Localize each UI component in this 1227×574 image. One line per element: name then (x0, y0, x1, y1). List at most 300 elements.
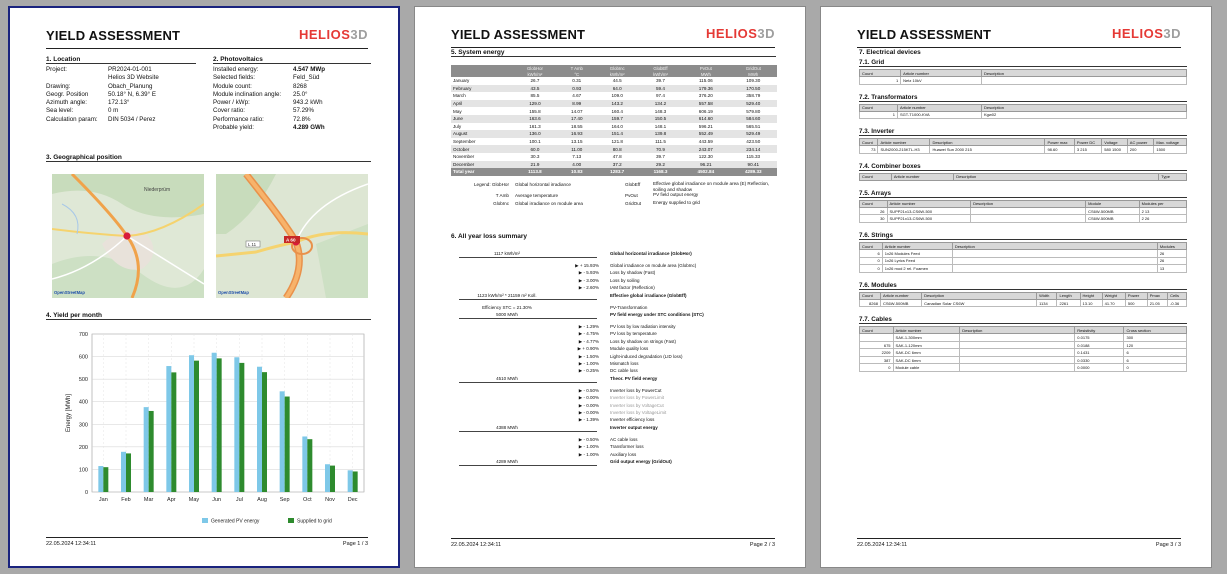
location-value: PR2024-01-001 (108, 66, 152, 73)
device-column-header: Article number (887, 200, 971, 207)
device-column-header: Count (860, 104, 898, 111)
location-value: 50.18° N, 6.39° E (108, 90, 156, 98)
device-cell: SAK-1-120mm (893, 341, 960, 349)
loss-label: Inverter loss by PowerCut (610, 387, 662, 393)
location-fields (46, 66, 159, 124)
device-cell: SAK-DC 6mm (893, 349, 960, 357)
y-tick-label: 100 (78, 467, 88, 474)
table-cell: November (453, 154, 475, 160)
table-row (451, 153, 777, 161)
table-cell: 151.4 (596, 130, 639, 138)
table-row (451, 161, 777, 169)
loss-percent: ▶ - 1.00% (578, 451, 599, 457)
loss-item (455, 437, 785, 444)
loss-percent: ▶ + 0.90% (577, 346, 599, 352)
device-table-header (860, 200, 1187, 207)
loss-item (455, 368, 785, 375)
page-header (857, 25, 1181, 48)
loss-percent: ▶ - 0.00% (578, 410, 599, 415)
device-table-header (860, 173, 1187, 180)
table-cell: 90.41 (730, 161, 777, 169)
loss-item (455, 403, 785, 410)
device-cell: 0.0175 (1075, 334, 1124, 342)
device-cell: 1134 (1037, 299, 1057, 307)
pv-key: Power / kWp: (213, 99, 250, 107)
column-header: GridOut (730, 65, 777, 71)
device-cell: SUN2000-215KTL-H3 (878, 146, 930, 154)
device-cell: 30 (860, 215, 888, 223)
table-cell: 159.7 (596, 115, 639, 123)
device-column-header: Count (860, 139, 878, 146)
loss-percent: ▶ - 2.60% (578, 285, 599, 291)
system-energy-heading: 5. System energy (451, 49, 776, 57)
yield-per-month-chart (46, 324, 376, 530)
loss-label: Inverter loss by VoltageCut (610, 402, 664, 408)
loss-item (455, 444, 785, 451)
footer-page-number: Page 1 / 3 (342, 541, 368, 547)
device-cell: 2261 (1057, 299, 1080, 307)
legend-desc: Effective global irradiance on module area (E) Reflection, soiling and shadow (653, 181, 770, 192)
table-cell: 136.0 (512, 130, 558, 138)
device-cell: SUPP21x13-CS6W-500 (887, 215, 971, 223)
pv-value: 57.29% (293, 107, 314, 115)
helios-logo (706, 26, 775, 41)
bar-generated-apr (166, 366, 171, 492)
device-row (860, 334, 1187, 342)
legend-label-generated: Generated PV energy (211, 518, 260, 525)
bar-supplied-jan (103, 467, 108, 492)
loss-item (455, 395, 785, 402)
loss-label: Auxiliary loss (610, 451, 637, 457)
loss-item (455, 312, 785, 319)
table-cell: 4.67 (572, 93, 582, 99)
device-cell: 500 (1125, 299, 1147, 307)
table-cell: 529.40 (730, 100, 777, 108)
bar-generated-may (189, 355, 194, 492)
loss-label: Loss by shadow on strings (Fast) (610, 338, 677, 344)
device-row (860, 265, 1187, 273)
device-cell: 6 (860, 250, 883, 258)
device-column-header: Description (971, 200, 1086, 207)
table-row (451, 115, 777, 123)
column-header: GlobInc (596, 65, 639, 71)
loss-value: 4388 MWh (496, 424, 518, 430)
x-tick-label: Apr (167, 497, 176, 503)
bar-generated-jul (234, 357, 239, 492)
loss-value: Efficiency STC = 21.30% (482, 304, 532, 310)
loss-value: 4289 MWh (496, 459, 518, 464)
loss-percent: ▶ - 5.93% (578, 270, 599, 276)
loss-value: 4510 MWh (496, 375, 518, 381)
loss-divider (459, 431, 597, 432)
loss-label: DC cable loss (610, 368, 638, 374)
device-column-header: Count (860, 243, 883, 250)
table-cell: 584.60 (730, 115, 777, 123)
pv-row (213, 74, 325, 82)
device-column-header: Count (860, 327, 894, 334)
device-column-header: Modules (1157, 243, 1186, 250)
loss-percent: ▶ - 1.50% (578, 353, 599, 359)
legend-desc: Average temperature (515, 193, 559, 198)
legend-key: T Amb (495, 193, 509, 198)
device-row (860, 207, 1187, 215)
loss-item (455, 324, 785, 331)
device-column-header: Count (860, 70, 901, 77)
loss-label: Inverter output energy (610, 424, 658, 430)
device-column-header: AC power (1127, 139, 1154, 146)
legend-key: Legend: GlobHor (474, 182, 509, 187)
table-cell: 26.7 (530, 78, 540, 84)
table-cell: 115.06 (698, 78, 713, 84)
loss-label: PV loss by low radiation intensity (610, 324, 676, 329)
location-row (46, 116, 159, 124)
table-cell: 4502.84 (682, 168, 729, 176)
column-header: GlobHor (512, 65, 558, 71)
table-cell: 122.30 (698, 154, 713, 160)
device-cell: 0 (860, 265, 883, 273)
device-cell (960, 364, 1075, 372)
table-cell: August (451, 130, 512, 138)
road-label: L 11 (248, 242, 257, 247)
legend-swatch-supplied (288, 518, 294, 523)
y-tick-label: 0 (84, 490, 88, 496)
device-column-header: Count (860, 292, 881, 299)
bar-supplied-aug (262, 372, 267, 492)
loss-label: Global horizontal irradiance (GlobHor) (610, 251, 692, 256)
table-cell: 8.99 (558, 100, 596, 108)
device-column-header: Description (982, 70, 1187, 77)
table-cell: 18.55 (571, 123, 583, 129)
location-value: 172.13° (108, 99, 130, 107)
column-header: MWh (730, 71, 777, 77)
device-section-heading: 7.3. Inverter (859, 128, 1187, 136)
device-column-header: Description (930, 139, 1045, 146)
loss-value: 1117 kWh/m² (493, 251, 521, 256)
legend-key: GlobEff (625, 182, 641, 187)
device-cell (952, 250, 1157, 258)
device-table (859, 292, 1187, 308)
table-cell: 557.58 (682, 100, 729, 108)
device-cell (952, 257, 1157, 265)
location-marker (123, 232, 130, 239)
device-cell: 675 (860, 341, 894, 349)
logo-main: HELIOS (705, 26, 758, 41)
loss-label: Theor. PV field energy (610, 375, 658, 381)
table-cell: 579.80 (746, 108, 761, 114)
location-row (46, 74, 159, 82)
report-title: YIELD ASSESSMENT (857, 27, 992, 42)
device-cell: 1x26 mod 2 rel. Foamen (882, 265, 952, 273)
device-cell: 0.0000 (1075, 364, 1124, 372)
device-column-header: Count (860, 200, 888, 207)
device-column-header: Voltage (1102, 139, 1128, 146)
loss-divider (459, 465, 597, 466)
loss-item (455, 278, 785, 285)
table-cell: 100.1 (529, 139, 541, 145)
column-header: GlobEff (639, 65, 682, 71)
system-energy-legend (465, 181, 785, 207)
pv-row (213, 66, 325, 74)
loss-item (455, 354, 785, 361)
table-cell: 21.9 (512, 161, 558, 169)
location-key (46, 74, 108, 82)
device-cell: 73 (860, 146, 878, 154)
loss-percent: ▶ - 4.77% (578, 338, 599, 344)
pv-key: Probable yield: (213, 124, 254, 132)
device-cell: 0.1431 (1075, 349, 1124, 357)
table-cell: 161.3 (529, 123, 541, 129)
table-cell: June (451, 115, 512, 123)
device-column-header: Height (1080, 292, 1102, 299)
table-cell: 160.4 (611, 108, 623, 114)
device-row (860, 349, 1187, 357)
legend-key: PvOut (625, 193, 638, 198)
table-row (451, 138, 777, 146)
overview-map (52, 174, 204, 298)
table-row (451, 145, 777, 153)
device-column-header: Article number (878, 139, 930, 146)
plot-area (92, 334, 364, 492)
device-table-header (860, 327, 1187, 334)
table-cell: 443.59 (698, 139, 713, 145)
footer-date: 22.05.2024 12:34:11 (857, 542, 908, 548)
loss-percent: ▶ - 0.00% (578, 402, 599, 408)
table-cell: 7.13 (572, 154, 582, 160)
report-title: YIELD ASSESSMENT (451, 27, 586, 42)
page-header (46, 26, 368, 49)
logo-suffix: 3D (1163, 26, 1181, 41)
x-tick-label: Nov (325, 497, 335, 503)
device-cell: 6 (1124, 349, 1187, 357)
column-header: kWh/m² (512, 71, 558, 77)
device-cell: 2 26 (1139, 215, 1186, 223)
device-cell: 8268 (860, 299, 881, 307)
pv-key: Cover ratio: (213, 107, 245, 115)
device-column-header: Description (952, 243, 1157, 250)
device-cell: SGT-T1000-KVA (897, 111, 981, 119)
device-column-header: Max. voltage (1154, 139, 1187, 146)
y-tick-label: 700 (78, 332, 88, 338)
map-place-label: Niederprüm (144, 187, 171, 193)
y-tick-label: 200 (78, 444, 88, 451)
loss-label: Inverter efficiency loss (610, 417, 655, 423)
loss-percent: ▶ - 3.00% (578, 277, 599, 283)
device-section-heading: 7.2. Transformators (859, 94, 1187, 102)
loss-label: Module quality loss (610, 346, 649, 352)
loss-percent: ▶ - 4.75% (578, 331, 599, 337)
device-cell: 6 (1124, 356, 1187, 364)
page-footer (857, 538, 1181, 549)
legend-desc: Energy supplied to grid (653, 199, 700, 205)
loss-percent: ▶ - 1.29% (578, 324, 599, 329)
device-cell (982, 77, 1187, 85)
location-value: DIN 5034 / Perez (108, 115, 156, 123)
device-cell: 26 (860, 207, 888, 215)
y-tick-label: 600 (78, 354, 88, 361)
bar-supplied-jun (217, 358, 222, 492)
device-table (859, 200, 1187, 223)
legend-row (465, 200, 785, 208)
device-column-header: Count (860, 173, 892, 180)
location-key: Geogr. Position (46, 90, 89, 98)
table-cell: 1113.8 (512, 168, 558, 176)
footer-date: 22.05.2024 12:34:11 (46, 541, 97, 547)
device-cell: Canadian Solar CS6W (922, 299, 1037, 307)
pv-value: 25.0° (293, 90, 308, 98)
logo-suffix: 3D (757, 26, 775, 41)
helios-logo (1112, 26, 1181, 41)
bar-supplied-oct (307, 439, 312, 492)
loss-item (455, 346, 785, 353)
x-tick-label: Oct (303, 497, 312, 503)
device-section-heading: 7.6. Strings (859, 232, 1187, 240)
location-value: Obach_Planung (108, 82, 153, 90)
loss-label: PV loss by temperature (610, 331, 657, 337)
table-cell: 148.1 (654, 123, 667, 129)
column-header: MWh (682, 71, 729, 77)
table-cell: 37.2 (596, 161, 639, 169)
device-cell: SAK-1-300mm (893, 334, 960, 342)
loss-percent: ▶ - 0.50% (578, 436, 599, 442)
loss-divider (459, 382, 597, 383)
table-cell: 47.8 (612, 154, 622, 160)
loss-label: Transformer loss (610, 444, 644, 450)
table-cell: 163.6 (512, 115, 558, 123)
device-row (860, 341, 1187, 349)
device-row (860, 257, 1187, 265)
table-cell: 43.5 (512, 85, 558, 93)
loss-item (455, 305, 785, 312)
table-cell: 14.07 (571, 108, 583, 114)
table-cell: April (451, 100, 512, 108)
location-key: Drawing: (46, 82, 71, 90)
device-cell (952, 265, 1157, 273)
table-cell: 0.31 (572, 78, 582, 84)
report-page-1 (8, 6, 400, 568)
column-header: T Amb (558, 65, 596, 71)
table-cell: 143.2 (596, 100, 639, 108)
loss-label: Global irradiance on module area (GlobInc) (610, 263, 697, 268)
device-cell: SAK-DC 6mm (893, 356, 960, 364)
device-table (859, 104, 1187, 120)
bar-supplied-may (194, 361, 199, 492)
y-axis-label: Energy [MWh] (66, 393, 72, 433)
x-tick-label: Feb (121, 497, 131, 503)
x-tick-label: Jun (212, 497, 222, 503)
table-cell: 121.8 (611, 139, 623, 145)
loss-item (455, 270, 785, 277)
device-row (860, 215, 1187, 223)
location-heading: 1. Location (46, 56, 196, 64)
table-cell: 150.5 (639, 115, 682, 123)
device-column-header: Article number (893, 327, 960, 334)
device-column-header: Resistivity (1075, 327, 1124, 334)
bar-supplied-mar (149, 411, 154, 492)
column-header: kWh/m² (596, 71, 639, 77)
photovoltaics-heading: 2. Photovoltaics (213, 56, 371, 64)
pv-key: Module count: (213, 82, 252, 90)
device-cell: Module cable (893, 364, 960, 372)
location-row (46, 66, 159, 74)
device-row (860, 111, 1187, 119)
pv-value: 72.8% (293, 115, 311, 123)
helios-logo (299, 27, 368, 42)
table-cell: 13.15 (571, 139, 583, 145)
device-row (860, 356, 1187, 364)
device-table (859, 326, 1187, 372)
loss-percent: ▶ - 0.00% (578, 395, 599, 401)
device-column-header: Article number (897, 104, 981, 111)
device-cell: 0 (860, 257, 883, 265)
device-column-header: Width (1037, 292, 1057, 299)
loss-item (455, 263, 785, 270)
loss-label: PV field energy under STC conditions (STC) (610, 312, 704, 317)
bar-supplied-feb (126, 453, 131, 492)
pv-row (213, 91, 325, 99)
device-row (860, 146, 1187, 154)
table-cell: 148.3 (654, 108, 667, 114)
pv-row (213, 83, 325, 91)
table-cell: 179.36 (682, 85, 729, 93)
device-column-header: Type (1159, 173, 1187, 180)
pv-key: Installed energy: (213, 66, 259, 73)
pv-key: Module inclination angle: (213, 90, 282, 98)
legend-desc: Global horizontal irradiance (515, 182, 571, 187)
device-cell (960, 356, 1075, 364)
loss-label: Mismatch loss (610, 361, 639, 366)
device-cell: 300 (1124, 334, 1187, 342)
device-column-header: Article number (882, 243, 952, 250)
table-cell: 358.79 (746, 93, 761, 99)
table-cell: 170.50 (730, 85, 777, 93)
table-cell: 552.49 (682, 130, 729, 138)
device-cell: 387 (860, 356, 894, 364)
table-cell: 64.0 (596, 85, 639, 93)
device-column-header: Description (960, 327, 1075, 334)
device-section-heading: 7.1. Grid (859, 59, 1187, 67)
footer-date: 22.05.2024 12:34:11 (451, 542, 502, 548)
device-column-header: Cross section (1124, 327, 1187, 334)
location-row (46, 91, 159, 99)
table-cell: 596.21 (698, 123, 713, 129)
device-cell (971, 207, 1086, 215)
legend-swatch-generated (202, 518, 208, 523)
loss-value: 1123 kWh/m² * 21159 m² Koll. (477, 292, 537, 298)
bar-generated-jan (98, 466, 103, 492)
device-cell (960, 341, 1075, 349)
bar-supplied-dec (353, 471, 358, 492)
device-cell (960, 334, 1075, 342)
table-cell: 139.8 (639, 130, 682, 138)
device-column-header: Article number (880, 292, 921, 299)
table-cell: 565.51 (746, 123, 761, 129)
table-cell: 11.00 (558, 145, 596, 153)
loss-item (455, 452, 785, 459)
report-page-2 (414, 6, 806, 568)
loss-item (455, 339, 785, 346)
table-row (451, 100, 777, 108)
table-cell: December (451, 161, 512, 169)
device-section-heading: 7.6. Modules (859, 282, 1187, 290)
loss-percent: ▶ - 0.25% (578, 368, 599, 374)
x-tick-label: May (188, 497, 200, 503)
table-cell: 376.20 (698, 93, 713, 99)
table-cell: 4289.33 (730, 168, 777, 176)
table-cell: 97.4 (656, 93, 665, 99)
table-cell: 59.4 (639, 85, 682, 93)
system-energy-table (451, 65, 777, 176)
loss-divider (459, 257, 597, 258)
